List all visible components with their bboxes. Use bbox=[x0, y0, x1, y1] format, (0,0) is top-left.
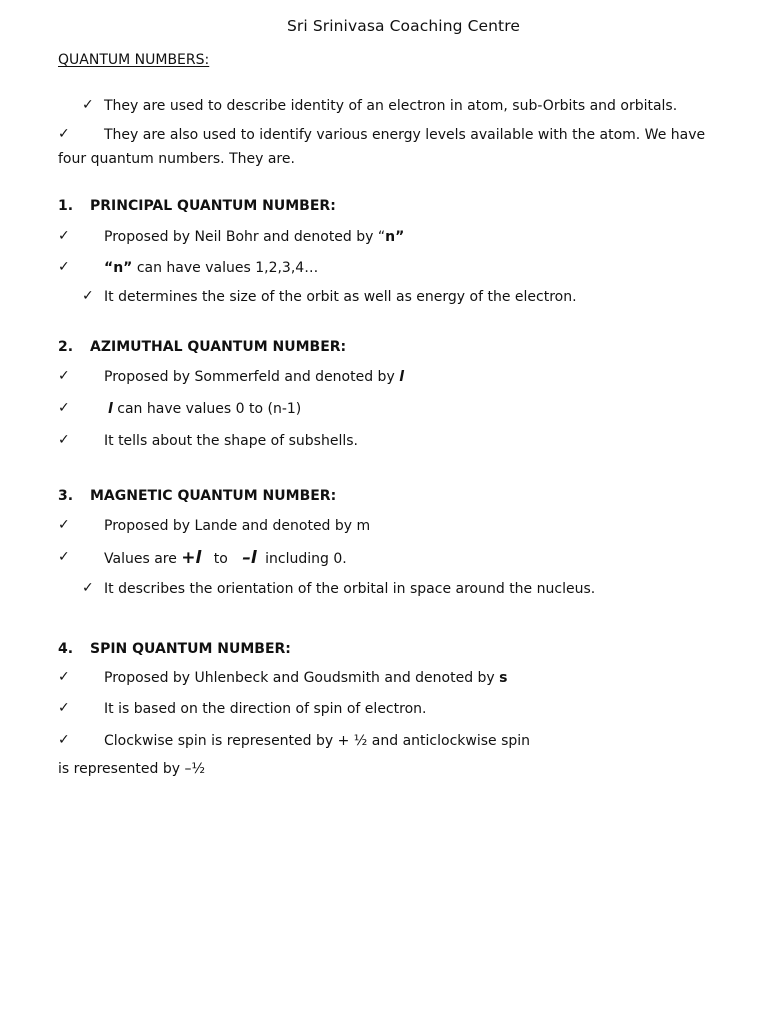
section-3-bullet-1: Proposed by Lande and denoted by m bbox=[104, 518, 371, 534]
section-3-bullet-2: Values are +l to –l including 0. bbox=[104, 548, 347, 568]
checkmark-icon: ✓ bbox=[58, 732, 70, 748]
checkmark-icon: ✓ bbox=[58, 517, 70, 533]
checkmark-icon: ✓ bbox=[58, 400, 70, 416]
section-heading: QUANTUM NUMBERS: bbox=[58, 52, 210, 68]
section-2-number: 2. bbox=[58, 339, 74, 355]
checkmark-icon: ✓ bbox=[82, 580, 94, 596]
checkmark-icon: ✓ bbox=[58, 126, 70, 142]
section-4-bullet-2: It is based on the direction of spin of electron. bbox=[104, 701, 427, 717]
intro-line-1: They are used to describe identity of an electron in atom, sub-Orbits and orbitals. bbox=[104, 98, 678, 114]
checkmark-icon: ✓ bbox=[58, 432, 70, 448]
checkmark-icon: ✓ bbox=[58, 669, 70, 685]
checkmark-icon: ✓ bbox=[82, 97, 94, 113]
section-4-bullet-3-continued: is represented by –½ bbox=[58, 761, 206, 777]
section-1-bullet-3: It determines the size of the orbit as well as energy of the electron. bbox=[104, 289, 577, 305]
checkmark-icon: ✓ bbox=[58, 700, 70, 716]
section-1-title: PRINCIPAL QUANTUM NUMBER: bbox=[90, 198, 336, 214]
section-2-bullet-2: l can have values 0 to (n-1) bbox=[108, 401, 302, 417]
document-title: Sri Srinivasa Coaching Centre bbox=[286, 17, 521, 35]
intro-line-2a: They are also used to identify various energy levels available with the atom. We have bbox=[104, 127, 706, 143]
section-2-title: AZIMUTHAL QUANTUM NUMBER: bbox=[90, 339, 347, 355]
section-4-title: SPIN QUANTUM NUMBER: bbox=[90, 641, 291, 657]
section-3-title: MAGNETIC QUANTUM NUMBER: bbox=[90, 488, 337, 504]
section-2-bullet-3: It tells about the shape of subshells. bbox=[104, 433, 358, 449]
section-4-number: 4. bbox=[58, 641, 74, 657]
intro-line-2b: four quantum numbers. They are. bbox=[58, 151, 295, 167]
section-1-bullet-2: “n” can have values 1,2,3,4… bbox=[104, 260, 319, 276]
checkmark-icon: ✓ bbox=[82, 288, 94, 304]
checkmark-icon: ✓ bbox=[58, 228, 70, 244]
section-1-bullet-1: Proposed by Neil Bohr and denoted by “n” bbox=[104, 229, 405, 245]
section-3-number: 3. bbox=[58, 488, 74, 504]
section-2-bullet-1: Proposed by Sommerfeld and denoted by l bbox=[104, 369, 404, 385]
checkmark-icon: ✓ bbox=[58, 549, 70, 565]
section-3-bullet-3: It describes the orientation of the orbital in space around the nucleus. bbox=[104, 581, 596, 597]
checkmark-icon: ✓ bbox=[58, 368, 70, 384]
section-1-number: 1. bbox=[58, 198, 74, 214]
checkmark-icon: ✓ bbox=[58, 259, 70, 275]
section-4-bullet-3: Clockwise spin is represented by + ½ and anticlockwise spin bbox=[104, 733, 531, 749]
section-4-bullet-1: Proposed by Uhlenbeck and Goudsmith and denoted by s bbox=[104, 670, 508, 686]
